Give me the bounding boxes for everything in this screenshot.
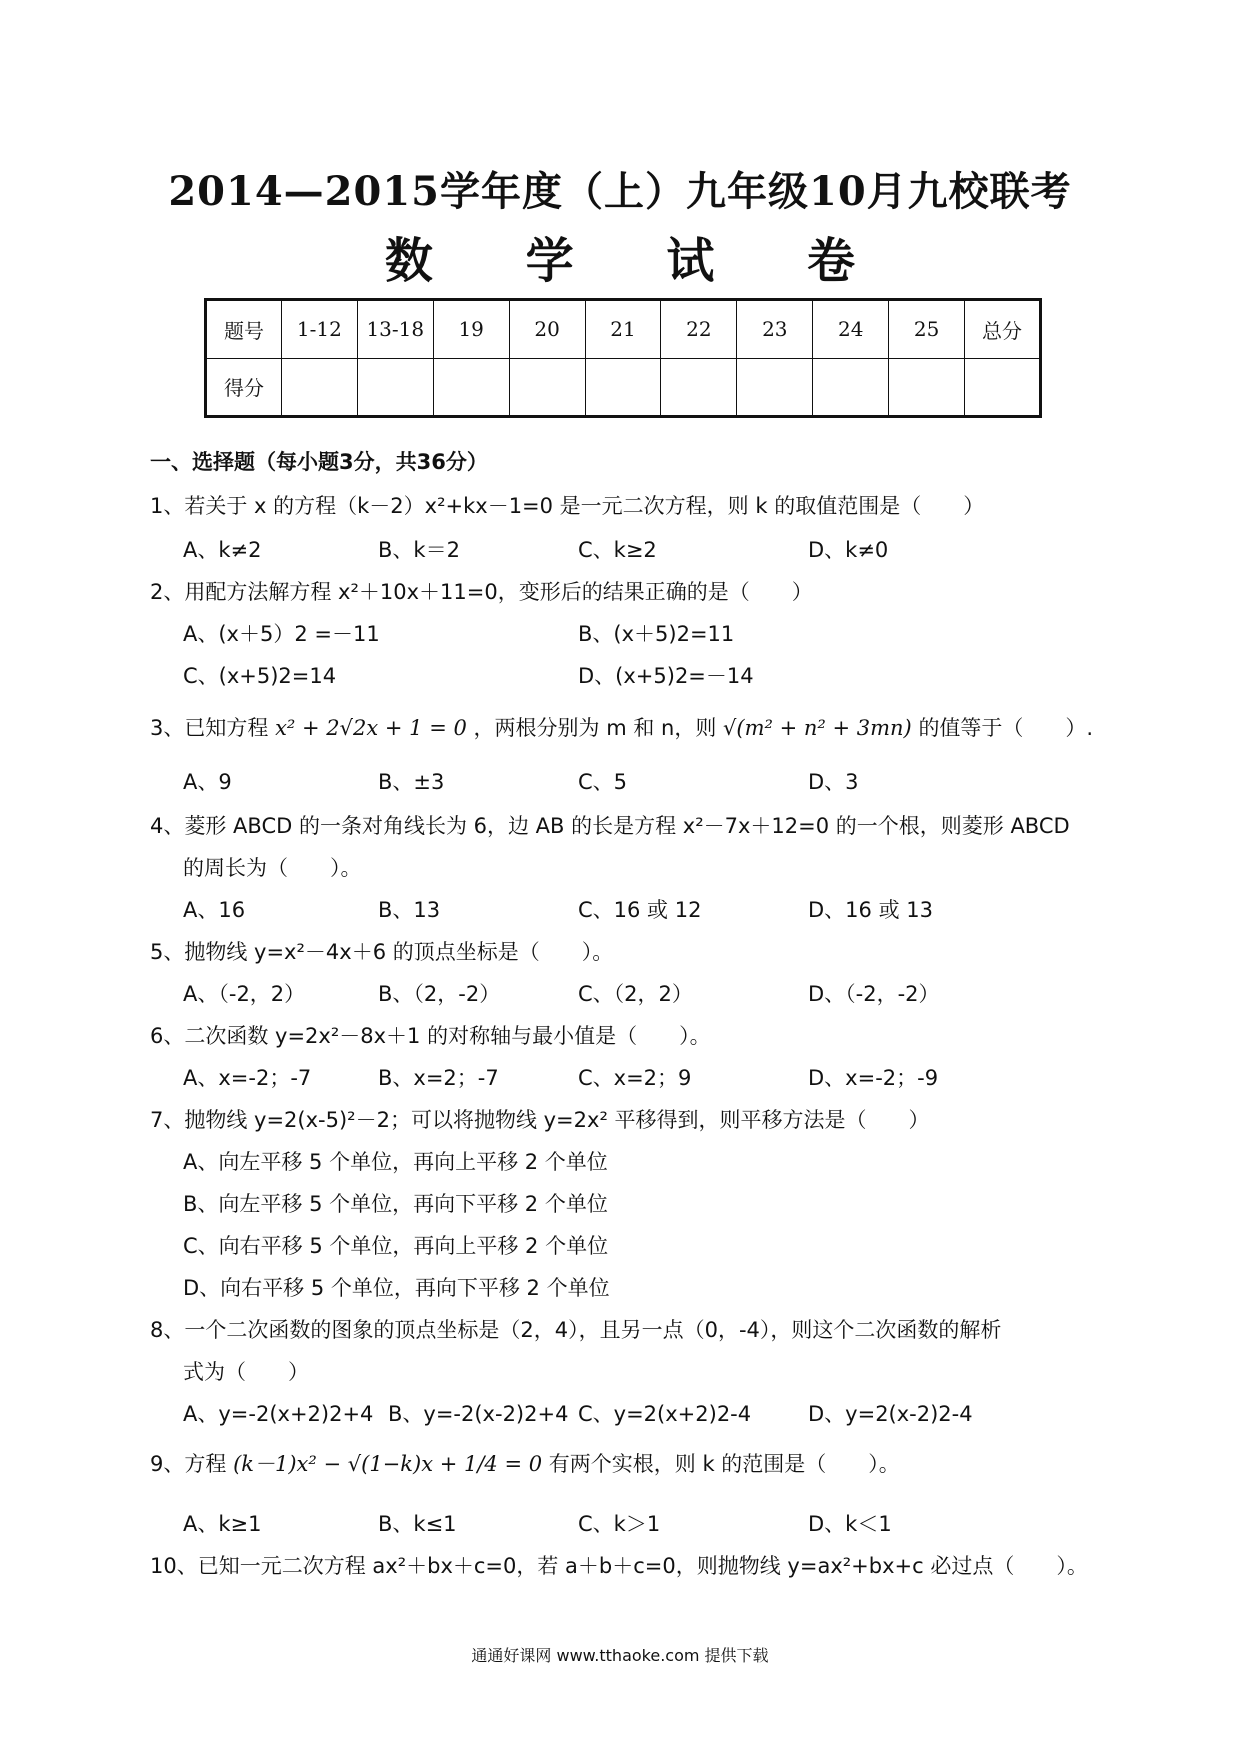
question-9-stem xyxy=(150,1448,900,1478)
question-5-stem: 5、抛物线 y=x²－4x＋6 的顶点坐标是（ ）。 xyxy=(150,940,614,964)
question-3-stem xyxy=(150,712,1093,742)
option-d: D、k＜1 xyxy=(808,1512,892,1536)
option-a: A、9 xyxy=(183,770,232,794)
option-c: C、向右平移 5 个单位，再向上平移 2 个单位 xyxy=(183,1234,609,1258)
option-a: A、k≠2 xyxy=(183,538,262,562)
option-c: C、5 xyxy=(578,770,628,794)
section-heading: 一、选择题（每小题3分，共36分） xyxy=(150,450,488,474)
option-b: B、（2，-2） xyxy=(378,982,501,1006)
question-6-stem: 6、二次函数 y=2x²－8x＋1 的对称轴与最小值是（ ）。 xyxy=(150,1024,711,1048)
score-cell-blank[interactable] xyxy=(965,358,1041,417)
question-3-text-b: ，两根分别为 m 和 n，则 xyxy=(473,716,717,740)
option-b: B、k＝2 xyxy=(378,538,460,562)
score-cell-blank[interactable] xyxy=(813,358,889,417)
question-3-text-a: 3、已知方程 xyxy=(150,716,269,740)
score-table xyxy=(204,298,1042,418)
option-c: C、k＞1 xyxy=(578,1512,661,1536)
option-a: A、（-2，2） xyxy=(183,982,306,1006)
question-4-stem-continued: 的周长为（ ）。 xyxy=(183,856,362,880)
score-table-score-row xyxy=(206,358,1041,417)
score-cell-header: 23 xyxy=(737,300,813,359)
option-a: A、k≥1 xyxy=(183,1512,262,1536)
option-d: D、3 xyxy=(808,770,859,794)
question-2-stem: 2、用配方法解方程 x²＋10x＋11=0，变形后的结果正确的是（ ） xyxy=(150,580,813,604)
score-table-header-row xyxy=(206,300,1041,359)
option-b: B、±3 xyxy=(378,770,445,794)
score-cell-blank[interactable] xyxy=(281,358,357,417)
option-b: B、x=2；-7 xyxy=(378,1066,499,1090)
question-7-stem: 7、抛物线 y=2(x-5)²－2；可以将抛物线 y=2x² 平移得到，则平移方法是（ ） xyxy=(150,1108,930,1132)
score-cell-header: 22 xyxy=(661,300,737,359)
question-8-stem: 8、一个二次函数的图象的顶点坐标是（2，4），且另一点（0，-4），则这个二次函数的解析 xyxy=(150,1318,1002,1342)
score-cell-blank[interactable] xyxy=(889,358,965,417)
option-d: D、向右平移 5 个单位，再向下平移 2 个单位 xyxy=(183,1276,610,1300)
score-cell-header: 25 xyxy=(889,300,965,359)
score-cell-label: 得分 xyxy=(206,358,282,417)
exam-subtitle: 数 学 试 卷 xyxy=(384,233,894,289)
option-c: C、（2，2） xyxy=(578,982,693,1006)
question-9-formula: (k－1)x² − √(1−k)x + 1/4 = 0 xyxy=(233,1452,543,1476)
score-cell-header: 24 xyxy=(813,300,889,359)
score-cell-blank[interactable] xyxy=(357,358,433,417)
option-c: C、k≥2 xyxy=(578,538,657,562)
page-footer: 通通好课网 www.tthaoke.com 提供下载 xyxy=(471,1646,769,1665)
option-c: C、16 或 12 xyxy=(578,898,702,922)
option-b: B、13 xyxy=(378,898,441,922)
question-4-stem: 4、菱形 ABCD 的一条对角线长为 6，边 AB 的长是方程 x²－7x＋12=0 的一个根，则菱形 ABCD xyxy=(150,814,1070,838)
option-a: A、向左平移 5 个单位，再向上平移 2 个单位 xyxy=(183,1150,608,1174)
option-b: B、(x＋5)2=11 xyxy=(578,622,735,646)
exam-title: 2014—2015学年度（上）九年级10月九校联考 xyxy=(168,168,1072,215)
question-9-text-a: 9、方程 xyxy=(150,1452,227,1476)
option-d: D、16 或 13 xyxy=(808,898,933,922)
question-3-formula-a: x² + 2√2x + 1 = 0 xyxy=(275,716,467,740)
option-c: C、y=2(x+2)2-4 xyxy=(578,1402,752,1426)
option-b: B、y=-2(x-2)2+4 xyxy=(388,1402,569,1426)
score-cell-blank[interactable] xyxy=(737,358,813,417)
score-cell-label: 题号 xyxy=(206,300,282,359)
score-cell-blank[interactable] xyxy=(433,358,509,417)
option-a: A、(x＋5）2 =－11 xyxy=(183,622,380,646)
score-cell-header: 1-12 xyxy=(281,300,357,359)
option-d: D、（-2，-2） xyxy=(808,982,940,1006)
option-a: A、16 xyxy=(183,898,246,922)
option-d: D、(x+5)2=－14 xyxy=(578,664,754,688)
question-9-text-b: 有两个实根，则 k 的范围是（ ）。 xyxy=(548,1452,900,1476)
score-cell-header: 21 xyxy=(585,300,661,359)
score-cell-header: 20 xyxy=(509,300,585,359)
option-a: A、x=-2；-7 xyxy=(183,1066,312,1090)
option-d: D、k≠0 xyxy=(808,538,889,562)
score-cell-header: 13-18 xyxy=(357,300,433,359)
option-b: B、k≤1 xyxy=(378,1512,457,1536)
option-d: D、x=-2；-9 xyxy=(808,1066,939,1090)
score-cell-total-header: 总分 xyxy=(965,300,1041,359)
question-8-stem-continued: 式为（ ） xyxy=(183,1360,309,1384)
score-cell-blank[interactable] xyxy=(661,358,737,417)
option-a: A、y=-2(x+2)2+4 xyxy=(183,1402,374,1426)
question-10-stem: 10、已知一元二次方程 ax²＋bx＋c=0，若 a＋b＋c=0，则抛物线 y=ax²+bx+c 必过点（ ）。 xyxy=(150,1554,1088,1578)
option-b: B、向左平移 5 个单位，再向下平移 2 个单位 xyxy=(183,1192,608,1216)
score-cell-blank[interactable] xyxy=(585,358,661,417)
score-cell-blank[interactable] xyxy=(509,358,585,417)
question-3-formula-b: √(m² + n² + 3mn) xyxy=(723,716,912,740)
question-1-stem: 1、若关于 x 的方程（k－2）x²+kx－1=0 是一元二次方程，则 k 的取值范围是（ ） xyxy=(150,494,985,518)
option-d: D、y=2(x-2)2-4 xyxy=(808,1402,973,1426)
score-cell-header: 19 xyxy=(433,300,509,359)
option-c: C、(x+5)2=14 xyxy=(183,664,337,688)
question-3-text-c: 的值等于（ ）. xyxy=(918,716,1094,740)
option-c: C、x=2；9 xyxy=(578,1066,692,1090)
